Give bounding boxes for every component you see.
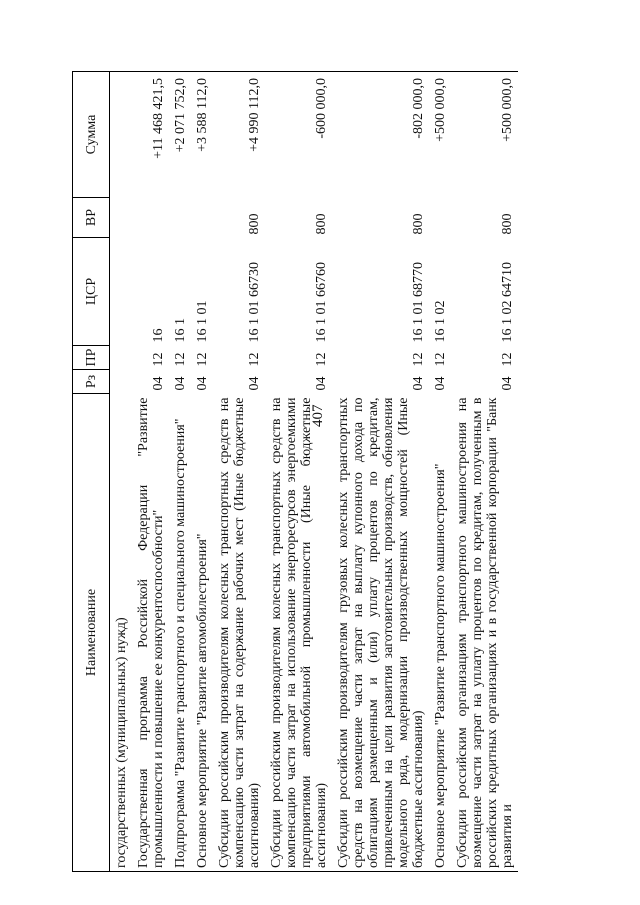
table-header bbox=[73, 72, 110, 872]
cell-rz: 04 bbox=[314, 376, 329, 391]
header-pr: ПР bbox=[73, 346, 110, 370]
cell-vr bbox=[191, 198, 213, 238]
table-row bbox=[191, 72, 213, 872]
table-row bbox=[265, 72, 332, 872]
page-number: 407 bbox=[310, 404, 326, 427]
cell-csr: 16 1 02 64710 bbox=[500, 262, 515, 343]
cell-name: Подпрограмма "Развитие транспортного и специального машиностроения" bbox=[169, 394, 191, 872]
cell-sum: +11 468 421,5 bbox=[132, 72, 169, 198]
cell-sum: +500 000,0 bbox=[451, 72, 518, 198]
cell-csr: 16 1 bbox=[173, 318, 188, 343]
cell-vr bbox=[110, 198, 133, 238]
cell-vr bbox=[429, 198, 451, 238]
cell-rz: 04 bbox=[195, 376, 210, 391]
cell-csr: 16 1 01 68770 bbox=[411, 262, 426, 343]
cell-vr: 800 bbox=[314, 213, 329, 235]
cell-csr: 16 1 01 66760 bbox=[314, 262, 329, 343]
cell-rz: 04 bbox=[500, 376, 515, 391]
cell-rz: 04 bbox=[173, 376, 188, 391]
header-name: Наименование bbox=[73, 394, 110, 872]
cell-rz: 04 bbox=[247, 376, 262, 391]
cell-pr: 12 bbox=[195, 352, 210, 367]
table-row bbox=[132, 72, 169, 872]
cell-rz: 04 bbox=[433, 376, 448, 391]
cell-pr: 12 bbox=[411, 352, 426, 367]
table-row bbox=[169, 72, 191, 872]
table-row bbox=[429, 72, 451, 872]
table-row bbox=[451, 72, 518, 872]
cell-sum: +4 990 112,0 bbox=[213, 72, 265, 198]
header-csr: ЦСР bbox=[73, 238, 110, 346]
cell-pr bbox=[110, 346, 133, 370]
cell-sum: +500 000,0 bbox=[429, 72, 451, 198]
cell-vr bbox=[132, 198, 169, 238]
cell-sum bbox=[110, 72, 133, 198]
budget-table bbox=[72, 71, 518, 872]
cell-pr: 12 bbox=[500, 352, 515, 367]
cell-name: Субсидии российским производителям колесных транспортных средств на компенсацию части затрат на содержание рабочих мест (Иные бюджетные ассигнования) bbox=[213, 394, 265, 872]
rotated-page bbox=[72, 72, 597, 872]
cell-name: Субсидии российским производителям грузовых колесных транспортных средств на возмещение части затрат на выплату купонного дохода по облигациям размещенным и (или) уплату процентов по кредитам, привлеченным на цели развития заготовительных производств, обновления модельного ряда, модернизации производственных мощностей (Иные бюджетные ассигнования) bbox=[332, 394, 429, 872]
cell-csr: 16 1 02 bbox=[433, 300, 448, 343]
cell-name: Основное мероприятие "Развитие транспортного машиностроения" bbox=[429, 394, 451, 872]
table-row bbox=[213, 72, 265, 872]
cell-rz: 04 bbox=[151, 376, 166, 391]
cell-sum: -802 000,0 bbox=[332, 72, 429, 198]
cell-rz bbox=[110, 370, 133, 394]
cell-pr: 12 bbox=[433, 352, 448, 367]
cell-csr: 16 1 01 66730 bbox=[247, 262, 262, 343]
cell-vr: 800 bbox=[411, 213, 426, 235]
cell-rz: 04 bbox=[411, 376, 426, 391]
cell-pr: 12 bbox=[151, 352, 166, 367]
cell-vr bbox=[169, 198, 191, 238]
cell-csr: 16 1 01 bbox=[195, 300, 210, 343]
cell-vr: 800 bbox=[247, 213, 262, 235]
cell-pr: 12 bbox=[173, 352, 188, 367]
table-row bbox=[332, 72, 429, 872]
table-row bbox=[110, 72, 133, 872]
cell-sum: +2 071 752,0 bbox=[169, 72, 191, 198]
cell-name: Субсидии российским организациям транспортного машиностроения на возмещение части затрат на уплату процентов по кредитам, полученным в российских кредитных организациях и в государственной корпорации "Банк развития и bbox=[451, 394, 518, 872]
cell-csr: 16 bbox=[151, 328, 166, 343]
cell-name: государственных (муниципальных) нужд) bbox=[110, 394, 133, 872]
header-rz: Рз bbox=[73, 370, 110, 394]
cell-sum: +3 588 112,0 bbox=[191, 72, 213, 198]
cell-csr bbox=[110, 238, 133, 346]
cell-sum: -600 000,0 bbox=[265, 72, 332, 198]
header-sum: Сумма bbox=[73, 72, 110, 198]
cell-name: Основное мероприятие "Развитие автомобилестроения" bbox=[191, 394, 213, 872]
header-vr: ВР bbox=[73, 198, 110, 238]
cell-name: Государственная программа Российской Федерации "Развитие промышленности и повышение ее конкурентоспособности" bbox=[132, 394, 169, 872]
cell-vr: 800 bbox=[500, 213, 515, 235]
cell-name: Субсидии российским производителям колесных транспортных средств на компенсацию части затрат на использование энергоресурсов энергоемкими предприятиями автомобильной промышленности (Иные бюджетные ассигнования) bbox=[265, 394, 332, 872]
cell-pr: 12 bbox=[314, 352, 329, 367]
cell-pr: 12 bbox=[247, 352, 262, 367]
